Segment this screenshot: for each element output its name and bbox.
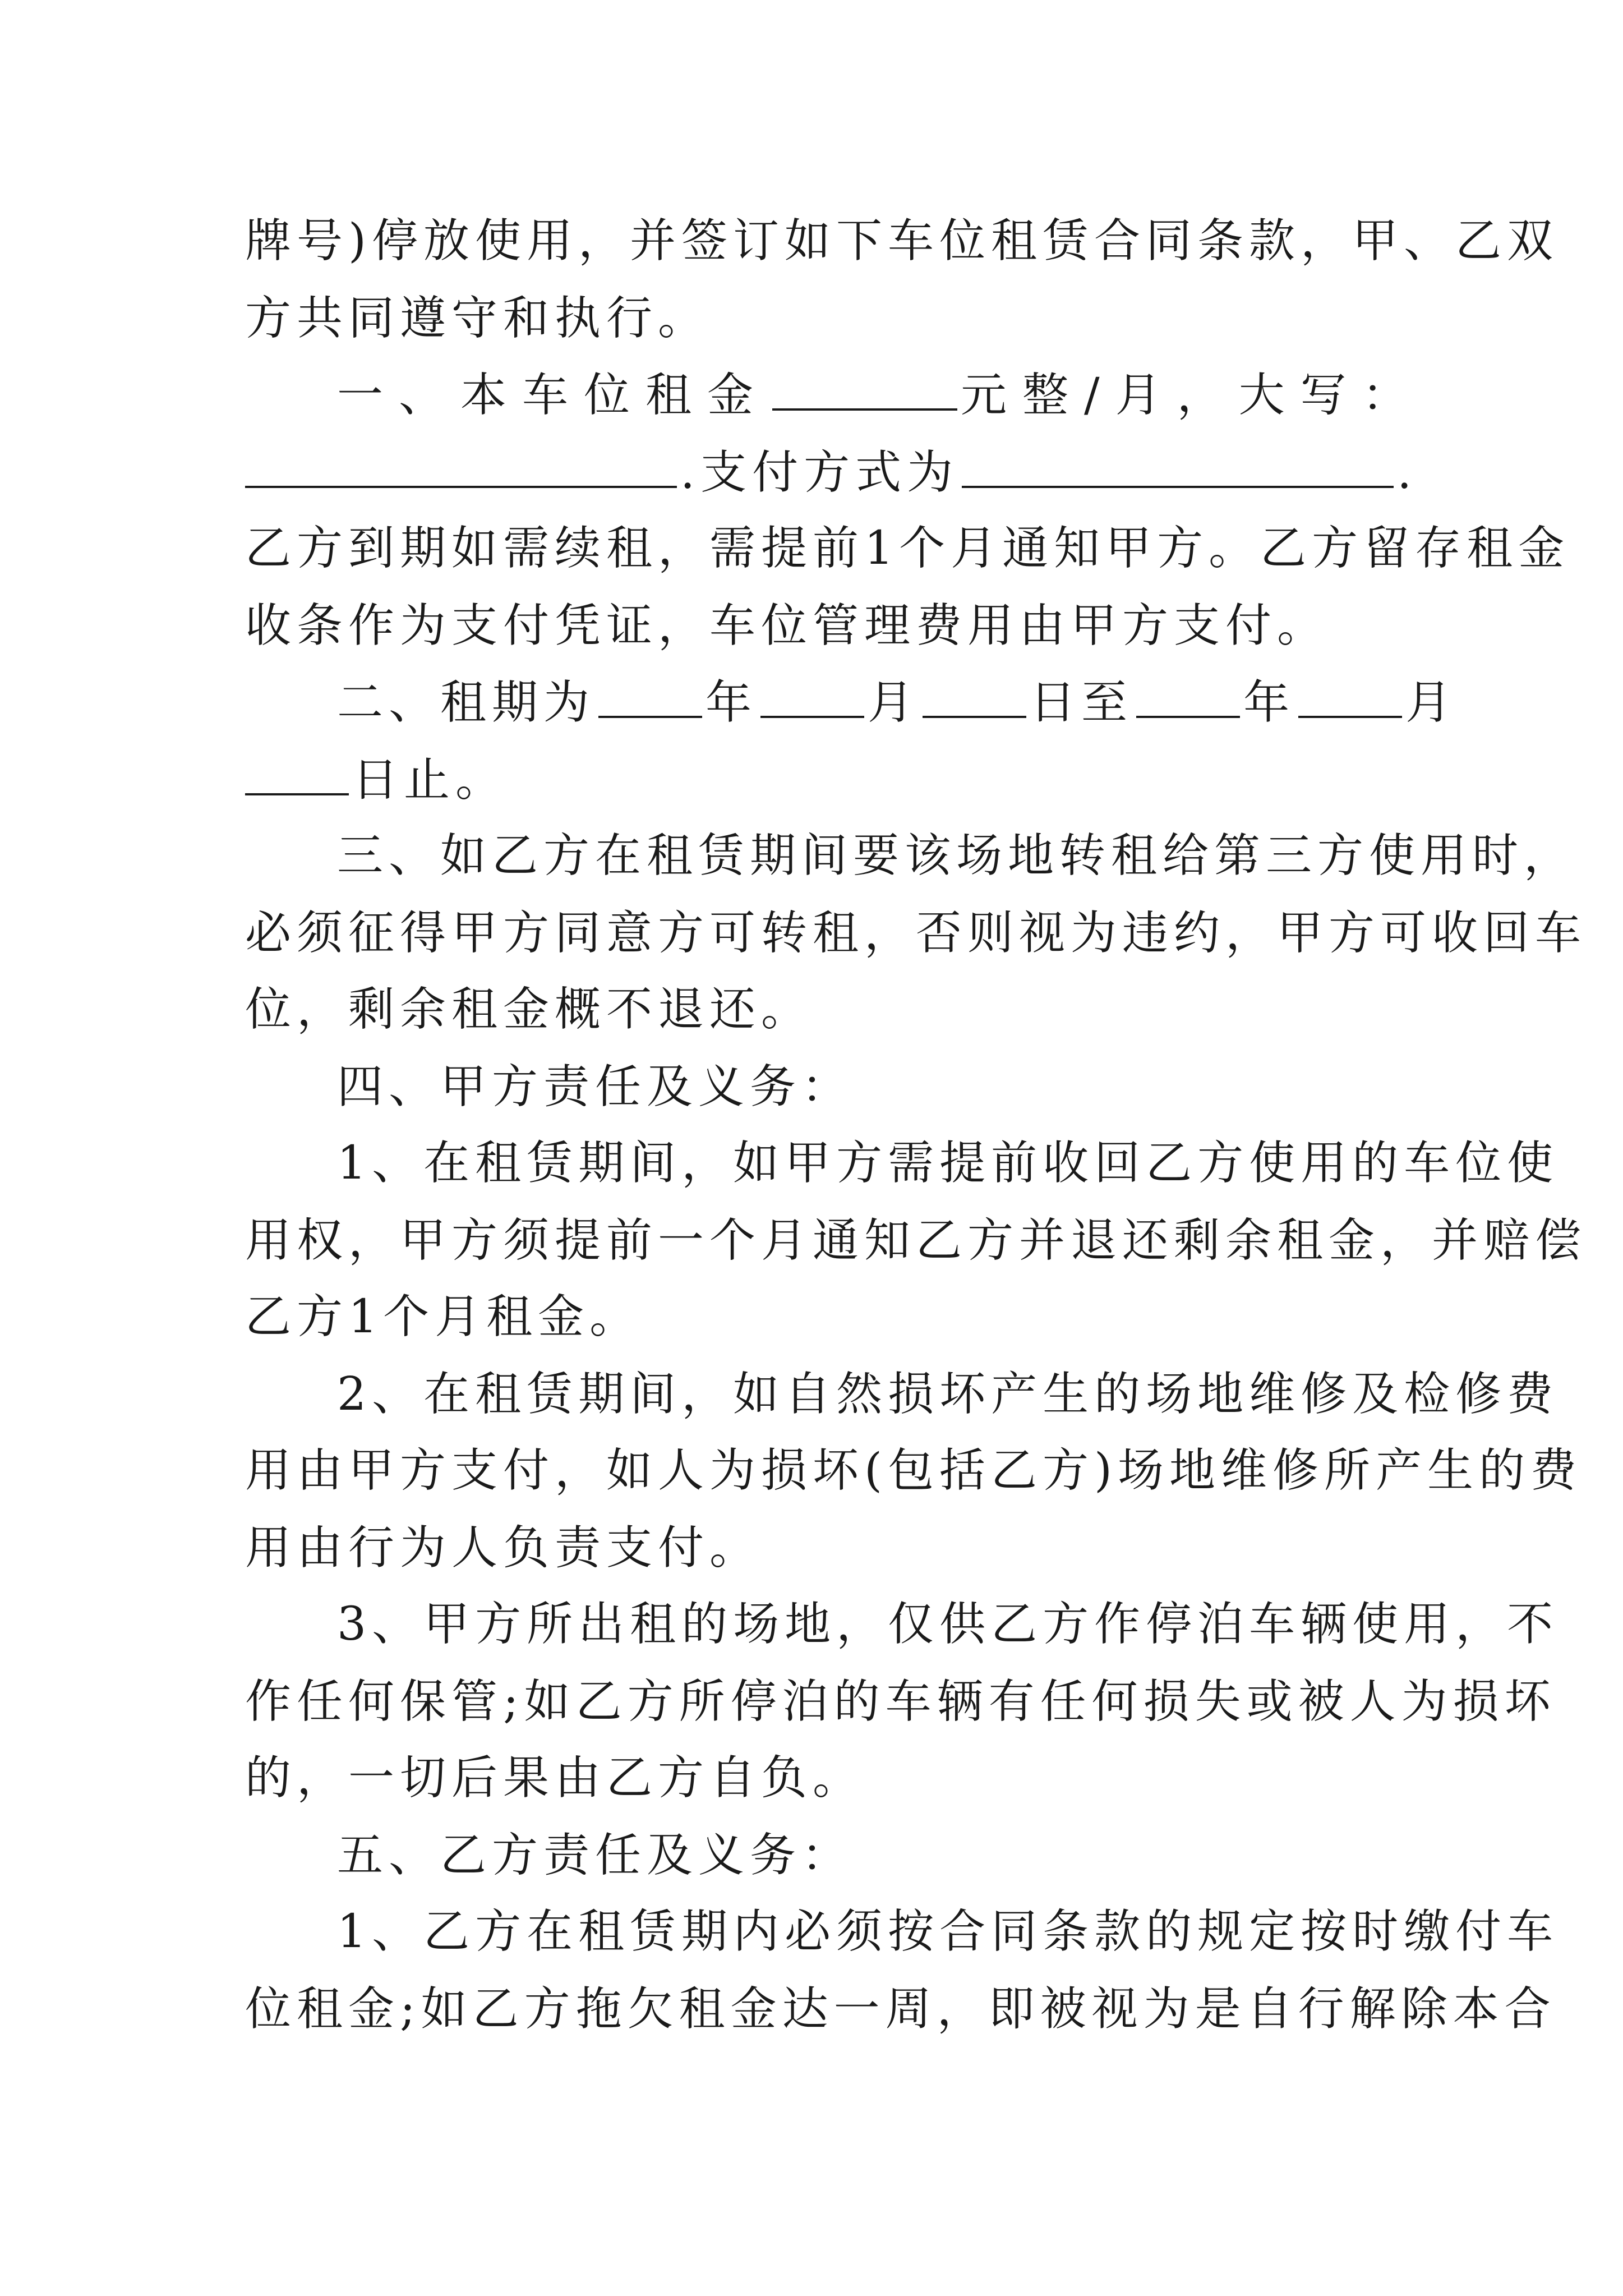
text-line: 用由甲方支付，如人为损坏(包括乙方)场地维修所产生的费: [245, 1444, 1582, 1497]
text-segment: 年: [1243, 676, 1295, 729]
text-line: 乙方到期如需续租，需提前1个月通知甲方。乙方留存租金: [245, 522, 1570, 575]
end-month-blank: [1298, 674, 1402, 718]
start-year-blank: [598, 674, 702, 718]
text-segment: 元整/月，大写：: [961, 369, 1424, 422]
section-heading: 五、乙方责任及义务：: [337, 1829, 854, 1882]
payment-method-blank: [962, 444, 1394, 488]
rent-amount-blank: [772, 367, 957, 411]
end-day-blank: [245, 752, 349, 795]
text-line: 乙方1个月租金。: [245, 1290, 642, 1343]
text-line: 的，一切后果由乙方自负。: [245, 1751, 865, 1805]
text-line: 收条作为支付凭证，车位管理费用由甲方支付。: [245, 599, 1329, 652]
text-segment: 一、本车位租金: [337, 369, 769, 422]
lease-term-end-line: [245, 752, 1389, 808]
text-segment: 日至: [1030, 676, 1133, 729]
rent-clause-line: [337, 367, 1424, 424]
text-line: 用权，甲方须提前一个月通知乙方并退还剩余租金，并赔偿: [245, 1214, 1587, 1267]
text-line: 方共同遵守和执行。: [245, 292, 710, 345]
text-line: 2、在租赁期间，如自然损坏产生的场地维修及检修费: [337, 1368, 1559, 1421]
start-month-blank: [760, 674, 864, 718]
lease-term-line: [337, 674, 1458, 731]
end-year-blank: [1136, 674, 1240, 718]
text-line: 必须征得甲方同意方可转租，否则视为违约，甲方可收回车: [245, 907, 1587, 960]
text-segment: 月: [1405, 676, 1458, 729]
text-segment: .支付方式为: [680, 446, 959, 499]
text-segment: 月: [868, 676, 920, 729]
start-day-blank: [923, 674, 1026, 718]
section-heading: 四、甲方责任及义务：: [337, 1060, 854, 1114]
text-segment: 日止。: [352, 753, 508, 807]
text-line: 位租金;如乙方拖欠租金达一周，即被视为是自行解除本合: [245, 1982, 1556, 2036]
text-line: 3、甲方所出租的场地，仅供乙方作停泊车辆使用，不: [337, 1598, 1559, 1651]
text-line: 用由行为人负责支付。: [245, 1521, 762, 1575]
payment-method-line: [245, 444, 1418, 501]
text-line: 三、如乙方在租赁期间要该场地转租给第三方使用时，: [337, 829, 1576, 882]
amount-in-words-blank: [245, 444, 677, 488]
text-segment: 年: [706, 676, 758, 729]
text-line: 牌号)停放使用，并签订如下车位租赁合同条款，甲、乙双: [245, 214, 1559, 268]
text-segment: 二、租期为: [337, 676, 596, 729]
text-line: 位，剩余租金概不退还。: [245, 983, 813, 1036]
text-line: 作任何保管;如乙方所停泊的车辆有任何损失或被人为损坏: [245, 1675, 1556, 1728]
text-segment: .: [1397, 446, 1418, 499]
text-line: 1、乙方在租赁期内必须按合同条款的规定按时缴付车: [337, 1905, 1559, 1958]
text-line: 1、在租赁期间，如甲方需提前收回乙方使用的车位使: [337, 1137, 1559, 1190]
